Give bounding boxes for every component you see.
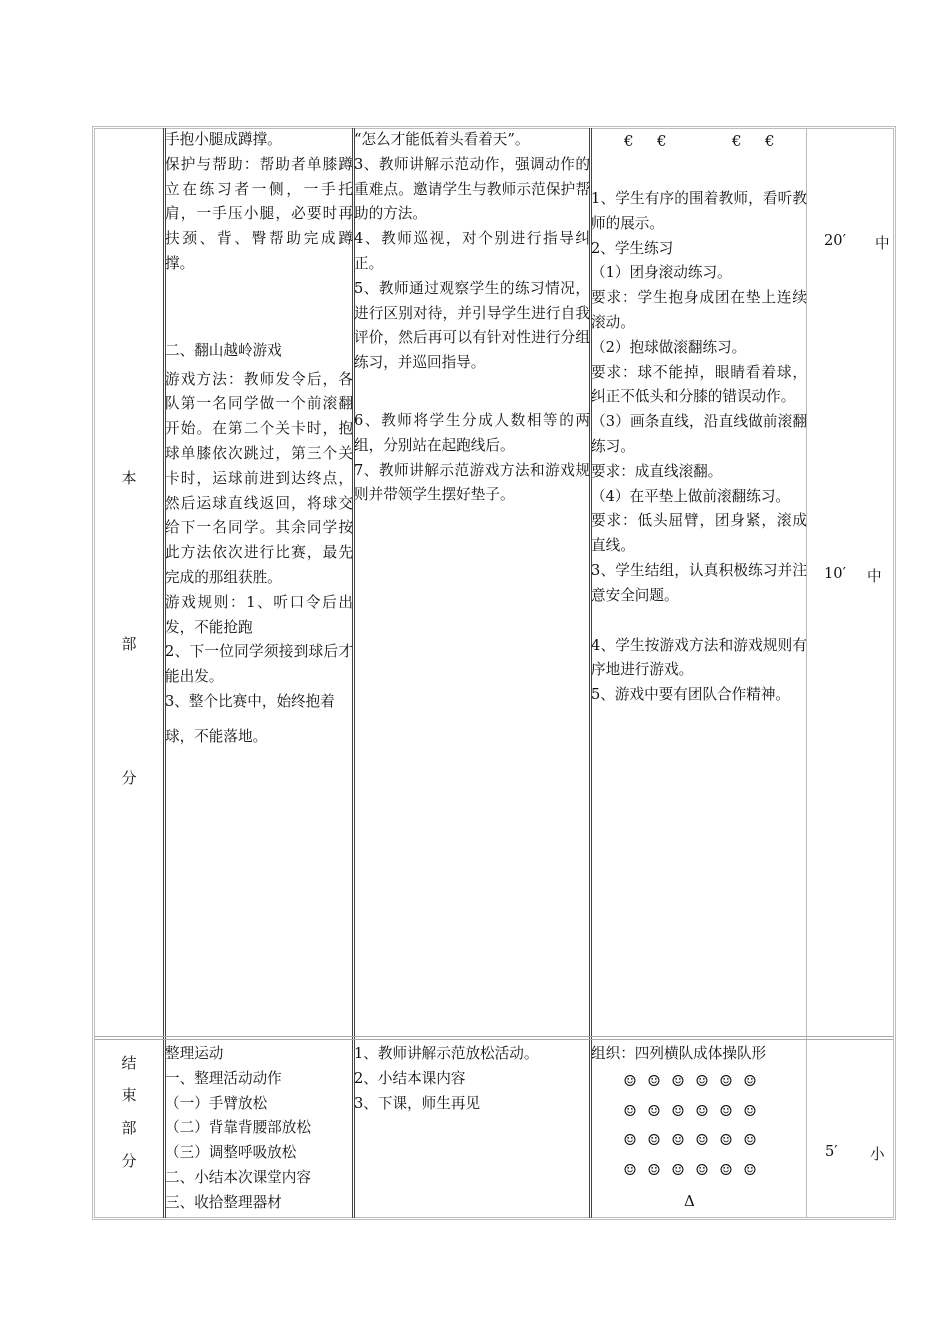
student-line: 1、学生有序的围着教师，看听教师的展示。	[591, 190, 807, 232]
org-column	[591, 1042, 807, 1067]
end-content-line: （二）背靠背腰部放松	[165, 1119, 311, 1137]
student-smiley-icon: ☺	[743, 1160, 757, 1179]
student-line: （4）在平垫上做前滚翻练习。	[591, 487, 791, 505]
content-line: 2、下一位同学须接到球后才能出发。	[165, 643, 353, 686]
euro-symbol: €	[732, 132, 742, 150]
content-line: 游戏规则：1、听口令后出发，不能抢跑	[165, 593, 353, 636]
student-line: 2、学生练习	[591, 239, 674, 257]
content-line: 球，不能落地。	[165, 727, 268, 745]
content-line: 3、整个比赛中，始终抱着	[165, 692, 335, 710]
student-smiley-icon: ☺	[743, 1072, 757, 1090]
student-line: 3、学生结组，认真积极练习并注意安全问题。	[591, 561, 807, 604]
student-smiley-icon: ☺	[647, 1072, 661, 1090]
student-line: （3）画条直线，沿直线做前滚翻练习。	[591, 413, 807, 455]
section-label-main: 分	[121, 769, 137, 787]
section-label-end: 束	[121, 1086, 137, 1104]
student-smiley-icon: ☺	[719, 1101, 733, 1120]
end-content-line: 三、收拾整理器材	[165, 1193, 282, 1211]
section-label-end: 分	[121, 1152, 137, 1170]
student-line: 要求：球不能掉，眼睛看着球，纠正不低头和分膝的错误动作。	[591, 363, 807, 406]
student-smiley-icon: ☺	[671, 1131, 685, 1149]
student-smiley-icon: ☺	[719, 1131, 733, 1149]
student-smiley-icon: ☺	[623, 1101, 637, 1120]
student-smiley-icon: ☺	[623, 1131, 637, 1149]
end-content-line: 二、小结本次课堂内容	[165, 1168, 311, 1186]
intensity-value: 中	[867, 568, 882, 585]
end-content-column	[165, 1042, 353, 1216]
student-smiley-icon: ☺	[623, 1072, 637, 1090]
euro-symbol: €	[657, 132, 667, 150]
content-column	[165, 128, 353, 750]
teacher-line: 3、教师讲解示范动作，强调动作的重难点。邀请学生与教师示范保护帮助的方法。	[354, 155, 590, 223]
student-smiley-icon: ☺	[671, 1101, 685, 1120]
student-smiley-icon: ☺	[623, 1160, 637, 1179]
student-smiley-icon: ☺	[671, 1072, 685, 1090]
org-text: 组织：四列横队成体操队形	[591, 1045, 767, 1062]
student-smiley-icon: ☺	[647, 1131, 661, 1149]
euro-symbol: €	[624, 132, 634, 150]
end-content-line: （三）调整呼吸放松	[165, 1144, 297, 1162]
content-line: 保护与帮助：帮助者单膝蹲立在练习者一侧，一手托肩，一手压小腿，必要时再扶颈、背、臀帮助完成蹲撑。	[165, 155, 353, 272]
student-smiley-icon: ☺	[743, 1101, 757, 1120]
student-smiley-icon: ☺	[695, 1160, 709, 1179]
section-label-end: 部	[121, 1119, 137, 1137]
teacher-position-mark: Δ	[684, 1192, 695, 1210]
teacher-line: “怎么才能低着头看着天”。	[354, 131, 530, 148]
student-smiley-icon: ☺	[695, 1101, 709, 1120]
content-line: 二、翻山越岭游戏	[165, 341, 282, 359]
end-content-line: （一）手臂放松	[165, 1094, 268, 1112]
student-line: 4、学生按游戏方法和游戏规则有序地进行游戏。	[591, 636, 807, 679]
student-smiley-icon: ☺	[719, 1072, 733, 1090]
row-divider	[95, 1036, 893, 1037]
teacher-line: 6、教师将学生分成人数相等的两组，分别站在起跑线后。	[354, 411, 590, 454]
student-smiley-icon: ☺	[671, 1160, 685, 1179]
student-smiley-icon: ☺	[647, 1160, 661, 1179]
student-line: 要求：学生抱身成团在垫上连续滚动。	[591, 289, 807, 331]
student-smiley-icon: ☺	[695, 1131, 709, 1149]
student-line: 要求：低头屈臂，团身紧，滚成直线。	[591, 512, 807, 555]
section-label-main: 部	[121, 635, 137, 653]
teacher-column	[354, 128, 590, 508]
student-smiley-icon: ☺	[719, 1160, 733, 1179]
formation-row	[600, 1161, 780, 1191]
symbol-row	[620, 132, 790, 152]
end-teacher-line: 1、教师讲解示范放松活动。	[354, 1045, 539, 1062]
teacher-line: 4、教师巡视，对个别进行指导纠正。	[354, 230, 590, 272]
student-line: 5、游戏中要有团队合作精神。	[591, 686, 791, 704]
student-line: （1）团身滚动练习。	[591, 264, 732, 282]
end-teacher-line: 3、下课，师生再见	[354, 1094, 481, 1112]
teacher-line: 7、教师讲解示范游戏方法和游戏规则并带领学生摆好垫子。	[354, 461, 590, 504]
section-label-main: 本	[121, 469, 137, 487]
row-divider	[95, 1039, 893, 1040]
end-content-line: 整理运动	[165, 1045, 224, 1062]
content-line: 手抱小腿成蹲撑。	[165, 131, 282, 148]
intensity-value: 小	[870, 1146, 885, 1163]
teacher-line: 5、教师通过观察学生的练习情况，进行区别对待，并引导学生进行自我评价，然后再可以有针对性进行分组练习，并巡回指导。	[354, 279, 590, 372]
formation-row	[600, 1072, 780, 1102]
student-smiley-icon: ☺	[647, 1101, 661, 1120]
student-column	[591, 187, 807, 708]
formation-diagram	[600, 1072, 780, 1190]
student-line: （2）抱球做滚翻练习。	[591, 338, 747, 356]
time-value: 5′	[825, 1143, 838, 1160]
end-teacher-line: 2、小结本课内容	[354, 1069, 466, 1087]
student-smiley-icon: ☺	[743, 1131, 757, 1149]
end-teacher-column	[354, 1042, 590, 1116]
formation-row	[600, 1102, 780, 1132]
content-line: 游戏方法：教师发令后，各队第一名同学做一个前滚翻开始。在第二个关卡时，抱球单膝依次跳过，第三个关卡时，运球前进到达终点，然后运球直线返回，将球交给下一名同学。其余同学按此方法依次进行比赛，最先完成的那组获胜。	[165, 370, 353, 586]
student-smiley-icon: ☺	[695, 1072, 709, 1090]
time-value: 10′	[824, 565, 846, 582]
euro-symbol: €	[765, 132, 775, 150]
formation-row	[600, 1131, 780, 1161]
time-value: 20′	[824, 232, 846, 249]
intensity-value: 中	[875, 235, 890, 252]
end-content-line: 一、整理活动动作	[165, 1069, 282, 1087]
section-label-end: 结	[121, 1054, 137, 1072]
student-line: 要求：成直线滚翻。	[591, 462, 723, 480]
